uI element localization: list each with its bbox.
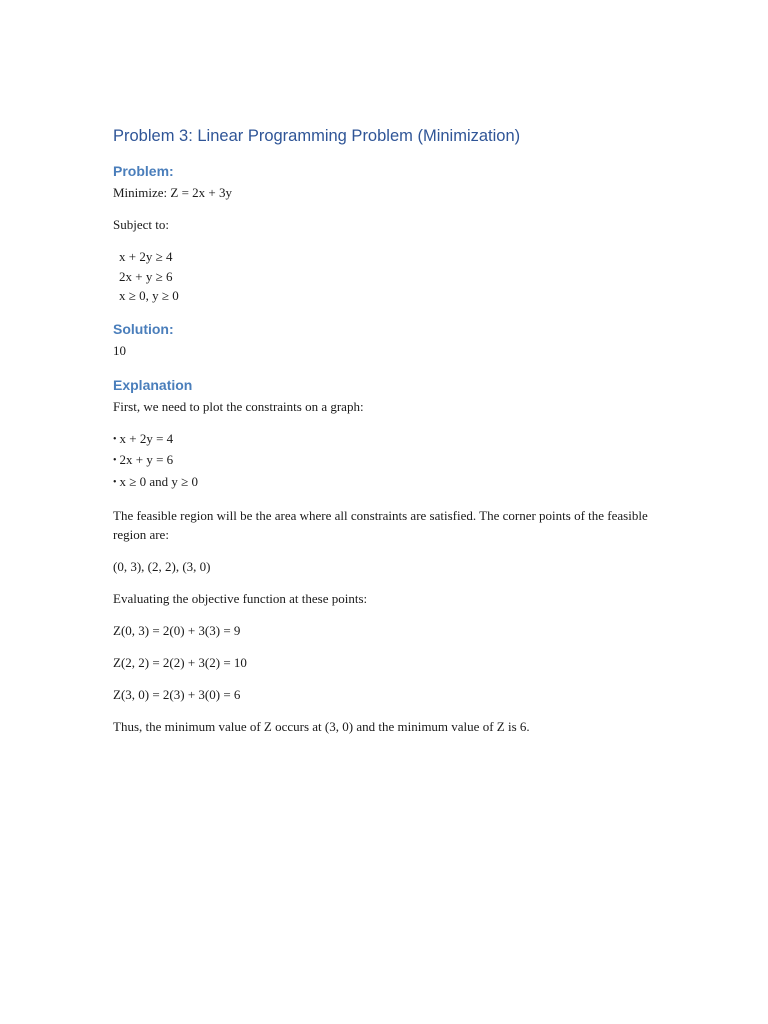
document-title: Problem 3: Linear Programming Problem (Minimization) (113, 127, 521, 145)
constraint-item: x ≥ 0, y ≥ 0 (119, 288, 179, 303)
corner-points: (0, 3), (2, 2), (3, 0) (113, 559, 211, 574)
constraint-item: 2x + y ≥ 6 (119, 268, 173, 284)
evaluation-line: Z(2, 2) = 2(2) + 3(2) = 10 (113, 655, 247, 670)
bullet-item: • x + 2y = 4 (113, 429, 673, 451)
evaluating-text: Evaluating the objective function at these points: (113, 591, 368, 606)
bullet-item: • x ≥ 0 and y ≥ 0 (113, 472, 673, 494)
evaluation-line: Z(3, 0) = 2(3) + 3(0) = 6 (113, 687, 241, 702)
bullet-item: • 2x + y = 6 (113, 450, 673, 472)
evaluation-line: Z(0, 3) = 2(0) + 3(3) = 9 (113, 623, 241, 638)
document-page (113, 123, 673, 736)
problem-heading: Problem: (113, 163, 174, 179)
solution-heading: Solution: (113, 320, 174, 337)
explanation-intro: First, we need to plot the constraints on a graph: (113, 398, 364, 414)
constraint-list (113, 247, 673, 306)
feasible-region-text: The feasible region will be the area where all constraints are satisfied. The corner points of the feasible region are: (113, 508, 648, 542)
solution-value: 10 (113, 342, 126, 358)
constraint-item: x + 2y ≥ 4 (119, 249, 173, 264)
bullet-list (113, 429, 673, 494)
subject-to-label: Subject to: (113, 217, 169, 232)
conclusion-text: Thus, the minimum value of Z occurs at (3, 0) and the minimum value of Z is 6. (113, 719, 530, 734)
explanation-heading: Explanation (113, 376, 193, 393)
objective-function: Minimize: Z = 2x + 3y (113, 185, 233, 200)
